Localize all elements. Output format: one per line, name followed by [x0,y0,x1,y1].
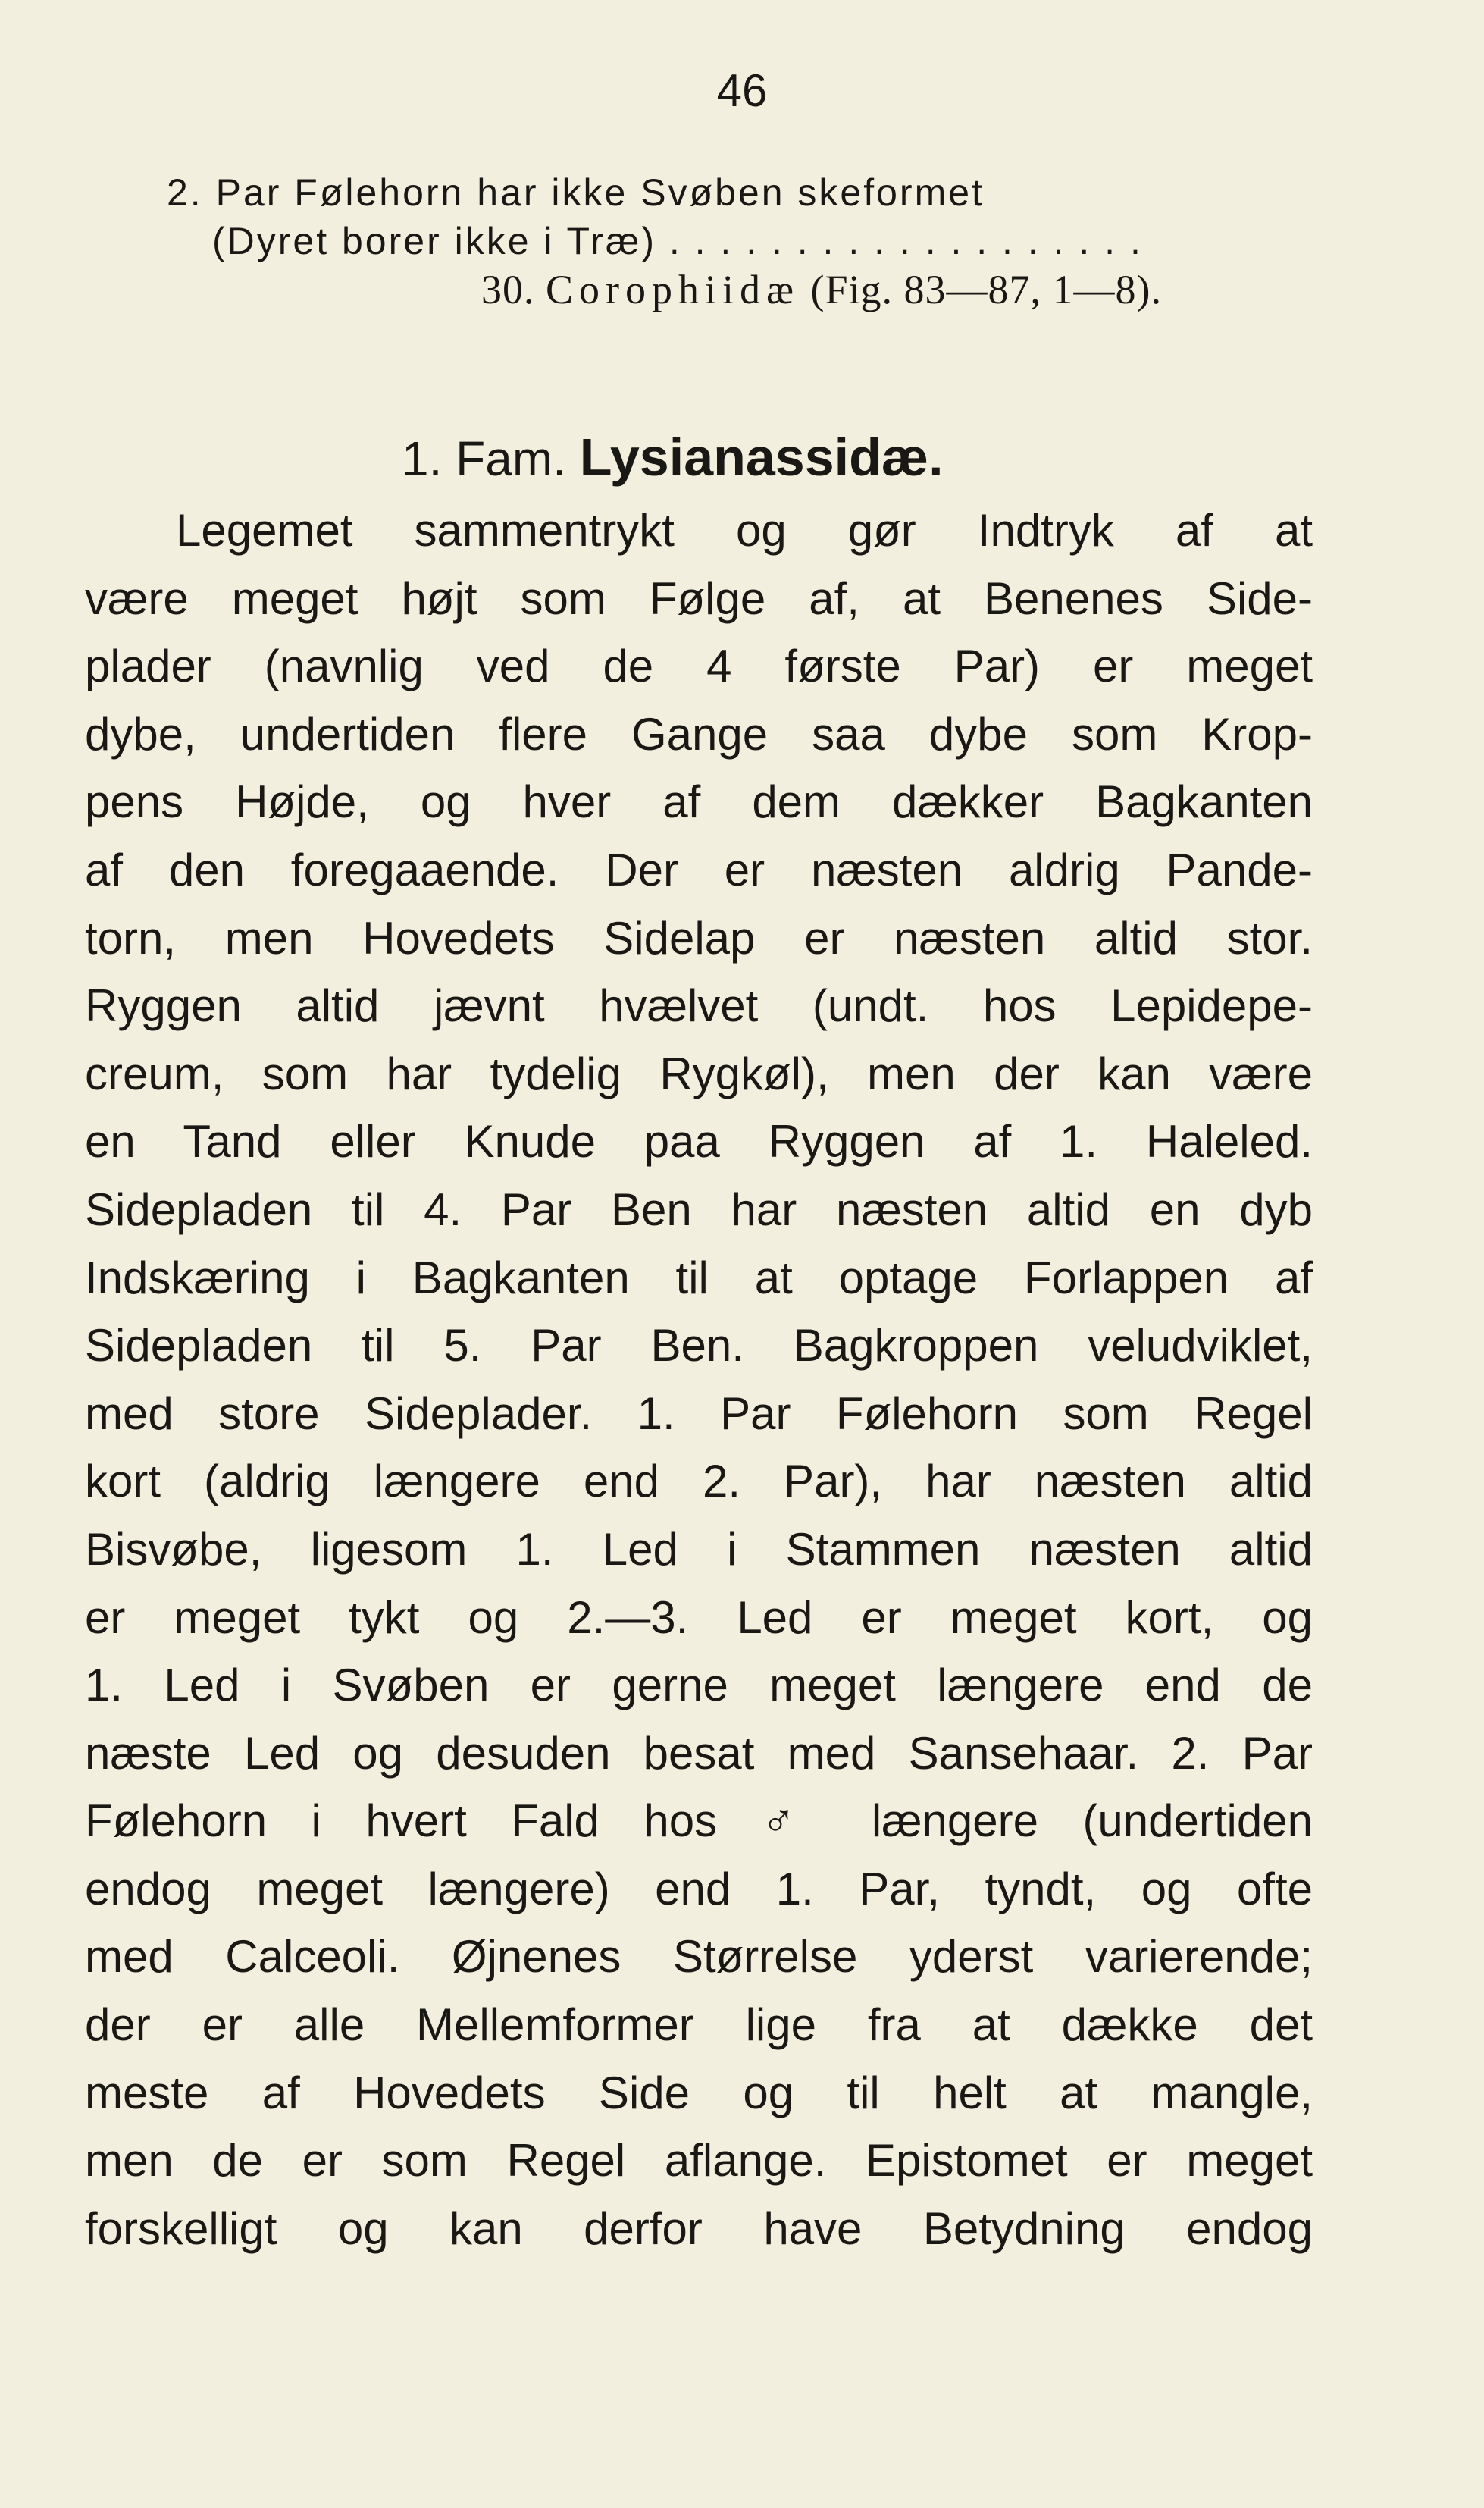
text-line: med Calceoli. Øjnenes Størrelse yderst varierende; [85,1931,1313,1983]
text-line: dybe, undertiden flere Gange saa dybe som Krop- [85,708,1313,760]
text-line: pens Højde, og hver af dem dækker Bagkanten [85,776,1313,828]
text-line: en Tand eller Knude paa Ryggen af 1. Haleled. [85,1116,1313,1168]
text-line: er meget tykt og 2.—3. Led er meget kort, og [85,1591,1313,1643]
text-line: torn, men Hovedets Sidelap er næsten altid stor. [85,912,1313,964]
text-line: Følehorn i hvert Fald hos ♂ længere (undertiden [85,1795,1313,1847]
text-line: være meget højt som Følge af, at Benenes Side- [85,572,1313,624]
text-line: kort (aldrig længere end 2. Par), har næsten altid [85,1456,1313,1507]
description-paragraph [85,497,1313,2262]
family-heading-prefix: 1. Fam. [402,431,566,486]
key-family-name: Corophiidæ [546,267,800,312]
identification-key [167,168,1364,314]
text-line: der er alle Mellemformer lige fra at dække det [85,1999,1313,2051]
family-heading-name: Lysianassidæ. [579,428,944,487]
text-line: plader (navnlig ved de 4 første Par) er meget [85,641,1313,692]
page-number: 46 [716,65,768,116]
text-line: af den foregaaende. Der er næsten aldrig Pande- [85,844,1313,895]
text-line: næste Led og desuden besat med Sansehaar. 2. Par [85,1727,1313,1779]
family-heading [402,423,944,493]
text-line: med store Sideplader. 1. Par Følehorn som Regel [85,1387,1313,1439]
text-line: creum, som har tydelig Rygkøl), men der kan være [85,1048,1313,1099]
text-line: Bisvøbe, ligesom 1. Led i Stammen næsten altid [85,1523,1313,1575]
text-line: Ryggen altid jævnt hvælvet (undt. hos Lepidepe- [85,980,1313,1032]
text-line: meste af Hovedets Side og til helt at mangle, [85,2067,1313,2118]
text-line: Legemet sammentrykt og gør Indtryk af at [176,505,1313,556]
key-line-2: (Dyret borer ikke i Træ) . . . . . . . . . . . . . . . . . . . [212,220,1143,262]
key-figure-reference: (Fig. 83—87, 1—8). [810,267,1163,312]
text-line: Sidepladen til 5. Par Ben. Bagkroppen veludviklet, [85,1320,1313,1372]
key-number: 30. [481,267,535,312]
text-line: forskelligt og kan derfor have Betydning endog [85,2202,1313,2254]
text-line: Indskæring i Bagkanten til at optage Forlappen af [85,1252,1313,1303]
text-line: men de er som Regel aflange. Epistomet er meget [85,2135,1313,2187]
key-line-3 [167,265,1364,314]
text-line: endog meget længere) end 1. Par, tyndt, og ofte [85,1863,1313,1914]
text-line: Sidepladen til 4. Par Ben har næsten altid en dyb [85,1183,1313,1235]
text-line: 1. Led i Svøben er gerne meget længere end de [85,1660,1313,1711]
key-line-1: 2. Par Følehorn har ikke Svøben skeformet [167,171,985,214]
